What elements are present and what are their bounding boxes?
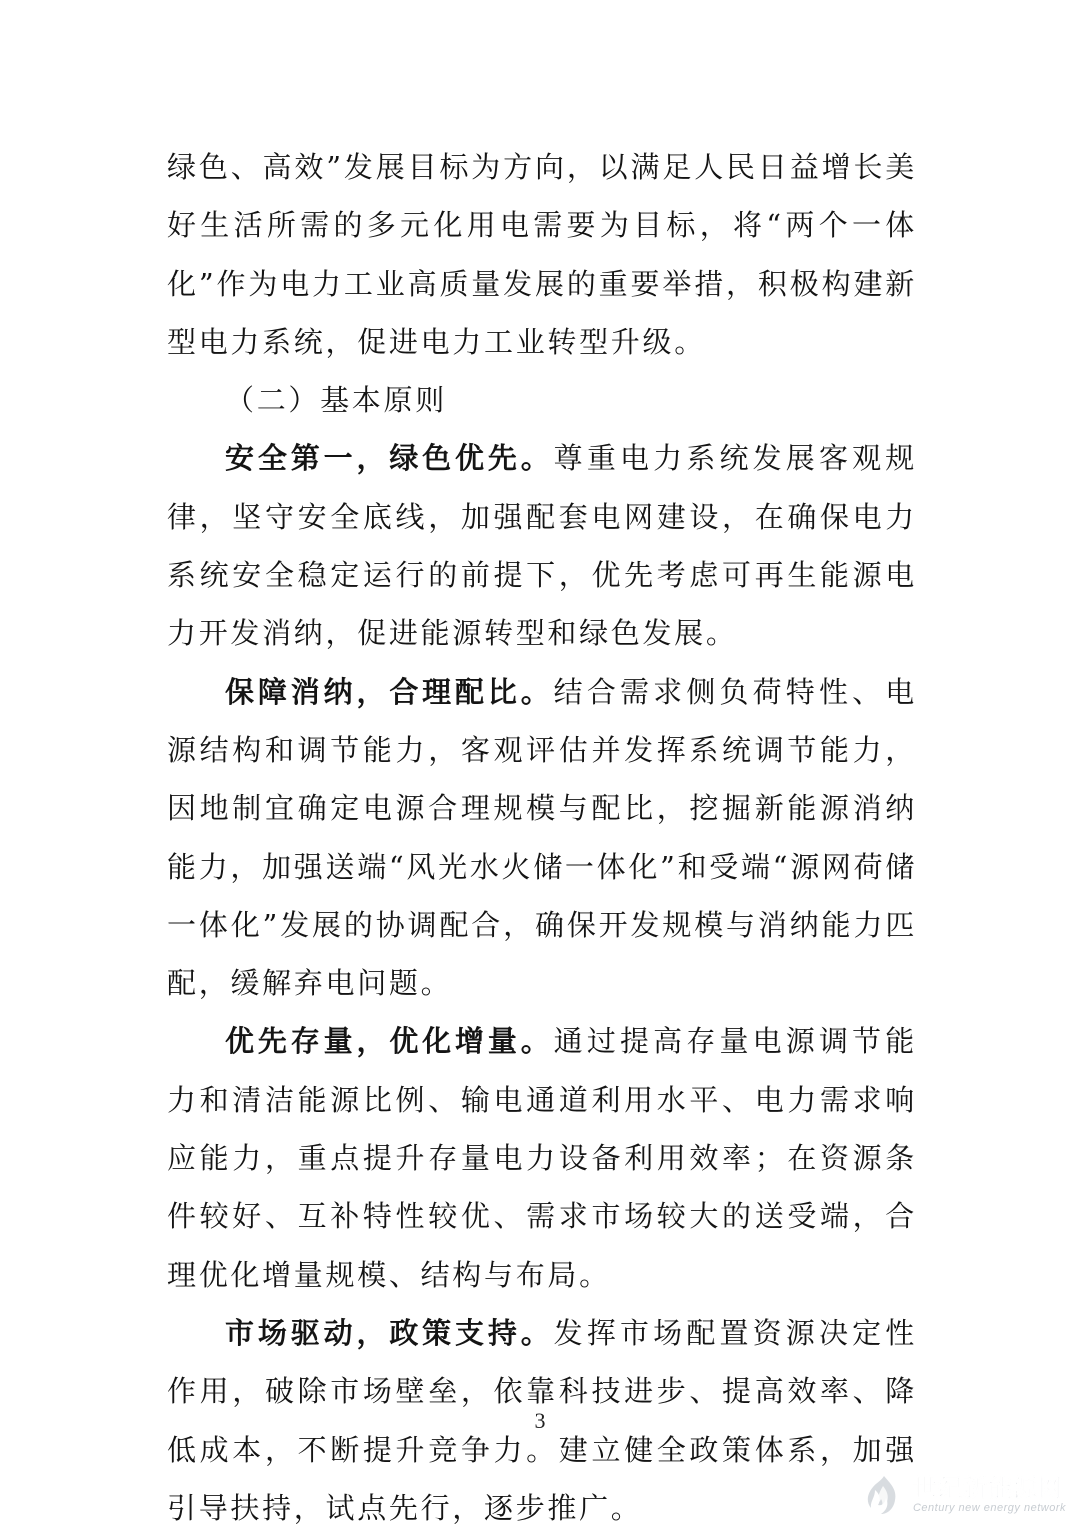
section-heading-text: （二）基本原则 <box>225 383 447 418</box>
principle-title: 保障消纳，合理配比。 <box>225 674 554 709</box>
principle-title: 市场驱动，政策支持。 <box>225 1315 554 1350</box>
principle-text: 尊重电力系统发展客观规律，坚守安全底线，加强配套电网建设，在确保电力系统安全稳定运行的前提下，优先考虑可再生能源电力开发消纳，促进能源转型和绿色发展。 <box>167 441 917 651</box>
watermark-name-en: Century new energy network <box>912 1502 1066 1514</box>
principle-paragraph <box>167 1012 917 1303</box>
paragraph-intro <box>167 138 917 371</box>
page-number: 3 <box>534 1408 546 1433</box>
body-text <box>167 138 917 1537</box>
principle-paragraph <box>167 663 917 1013</box>
section-heading <box>167 371 917 429</box>
principle-text: 发挥市场配置资源决定性作用，破除市场壁垒，依靠科技进步、提高效率、降低成本，不断提升竞争力。建立健全政策体系，加强引导扶持，试点先行，逐步推广。 <box>167 1315 917 1525</box>
principle-paragraph <box>167 429 917 662</box>
watermark-text <box>913 1476 1066 1514</box>
watermark-name-cn: 世纪新能源网 <box>912 1474 1063 1502</box>
principle-title: 优先存量，优化增量。 <box>225 1024 554 1059</box>
site-watermark <box>861 1472 1066 1518</box>
flame-logo-icon <box>861 1472 907 1518</box>
principle-title: 安全第一，绿色优先。 <box>225 441 554 476</box>
paragraph-text: 绿色、高效”发展目标为方向，以满足人民日益增长美好生活所需的多元化用电需要为目标，将“两个一体化”作为电力工业高质量发展的重要举措，积极构建新型电力系统，促进电力工业转型升级。 <box>167 150 917 359</box>
principle-text: 结合需求侧负荷特性、电源结构和调节能力，客观评估并发挥系统调节能力，因地制宜确定电源合理规模与配比，挖掘新能源消纳能力，加强送端“风光水火储一体化”和受端“源网荷储一体化”发展的协调配合，确保开发规模与消纳能力匹配，缓解弃电问题。 <box>167 674 917 1001</box>
principle-text: 通过提高存量电源调节能力和清洁能源比例、输电通道利用水平、电力需求响应能力，重点提升存量电力设备利用效率；在资源条件较好、互补特性较优、需求市场较大的送受端，合理优化增量规模、结构与布局。 <box>167 1024 917 1292</box>
